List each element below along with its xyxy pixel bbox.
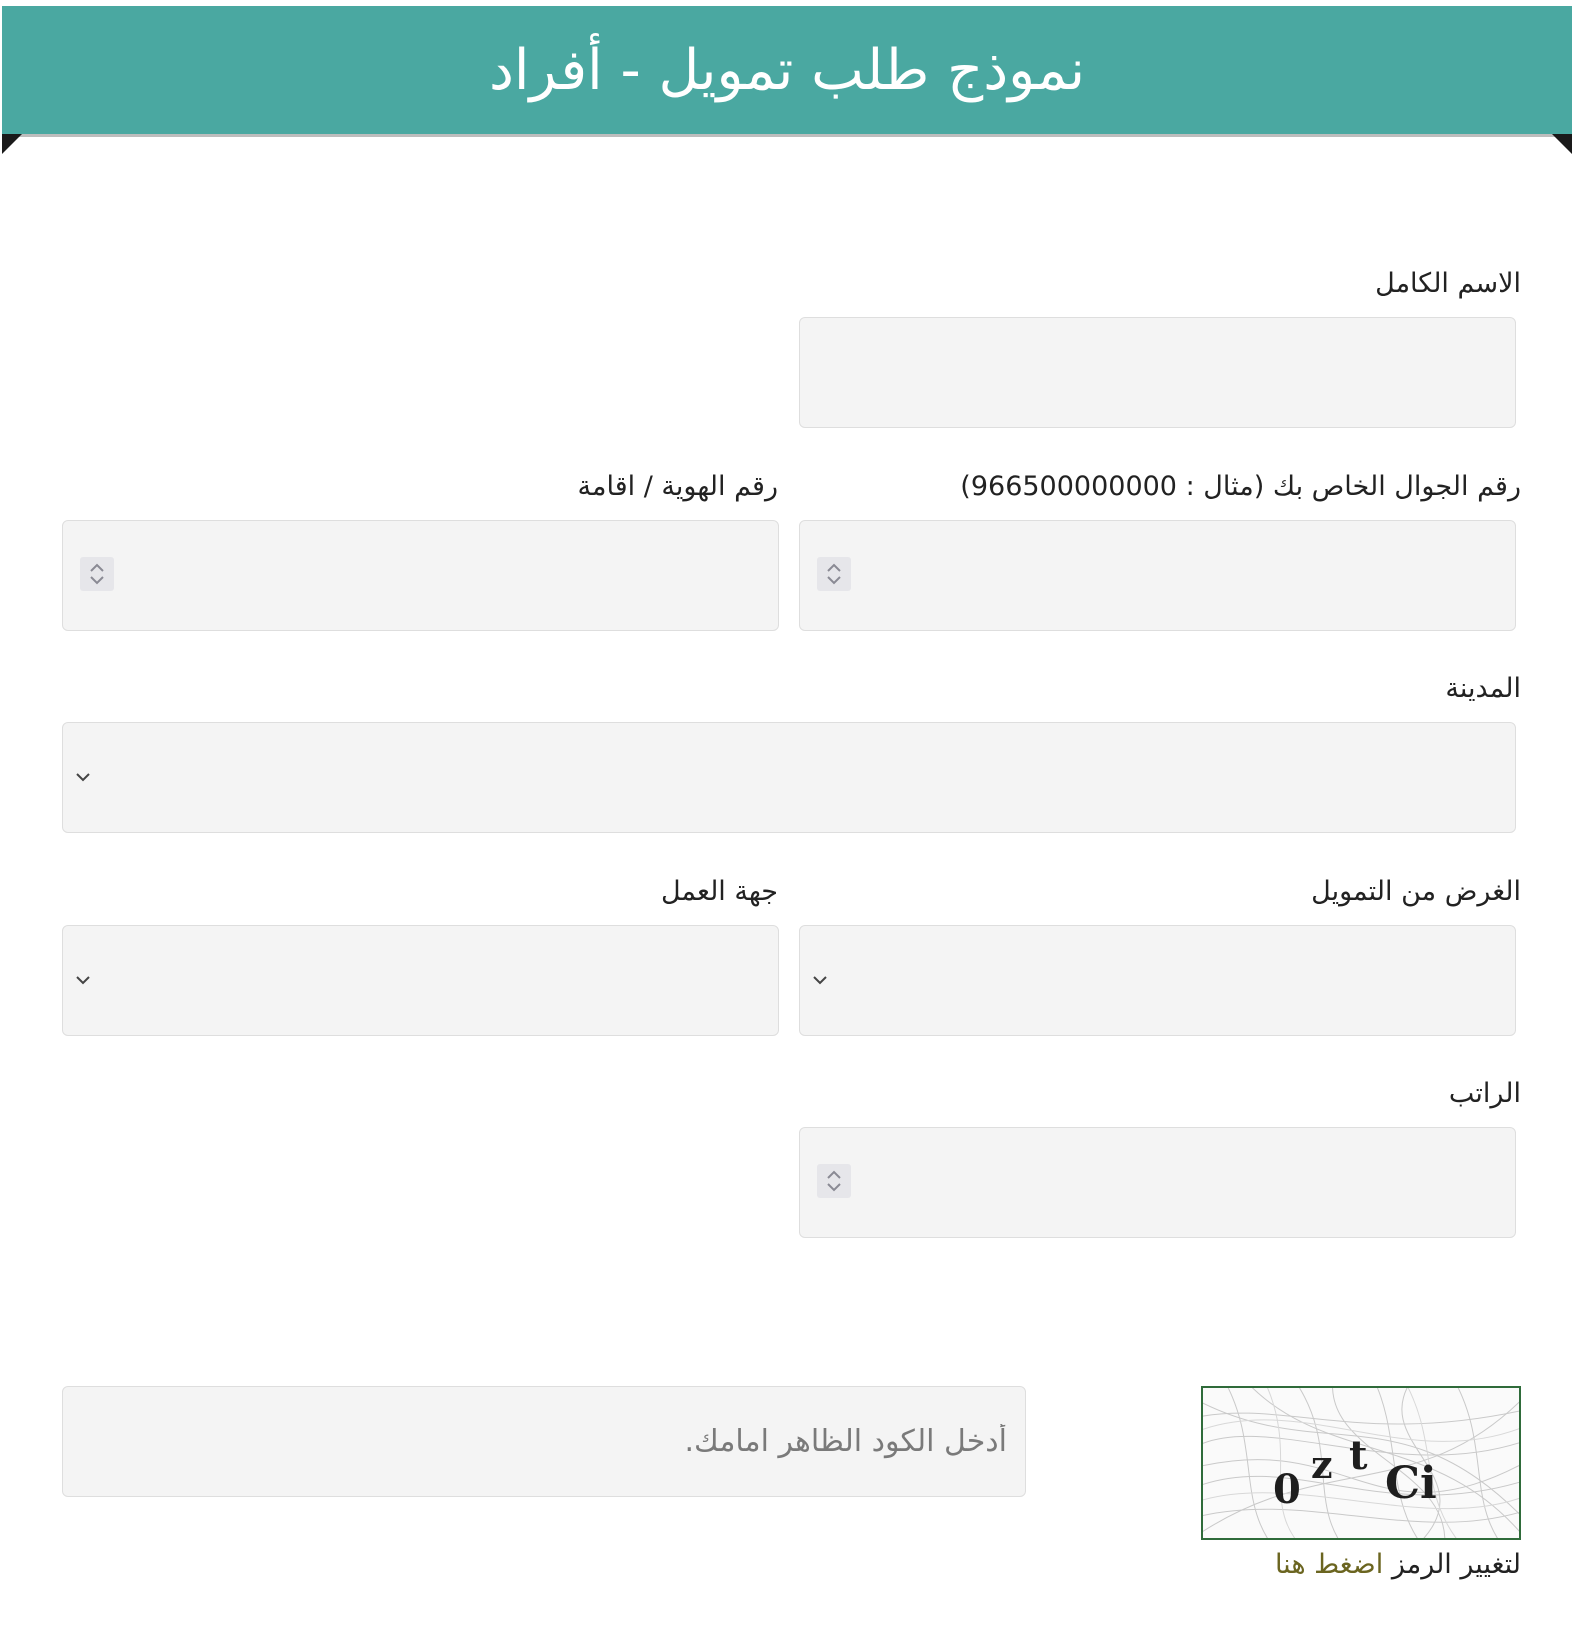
captcha-input[interactable]: [62, 1386, 1026, 1497]
employer-select[interactable]: [62, 925, 779, 1036]
captcha-refresh-link[interactable]: اضغط هنا: [1274, 1549, 1384, 1580]
full-name-field[interactable]: [799, 317, 1516, 428]
spinner-updown-icon[interactable]: [817, 557, 851, 591]
captcha-char: t: [1349, 1432, 1368, 1479]
captcha-char: 0: [1273, 1466, 1301, 1513]
page-title: نموذج طلب تمويل - أفراد: [488, 38, 1086, 103]
header-ribbon: [2, 6, 1572, 134]
city-select[interactable]: [62, 722, 1516, 833]
salary-field[interactable]: [799, 1127, 1516, 1238]
mobile-label: رقم الجوال الخاص بك (مثال : 966500000000): [960, 471, 1521, 502]
spinner-updown-icon[interactable]: [80, 557, 114, 591]
employer-label: جهة العمل: [660, 876, 778, 907]
captcha-char: z: [1311, 1442, 1333, 1487]
captcha-char: Ci: [1385, 1458, 1437, 1509]
spinner-updown-icon[interactable]: [817, 1164, 851, 1198]
full-name-label: الاسم الكامل: [1375, 268, 1521, 299]
chevron-down-icon: [71, 765, 95, 789]
ribbon-fold-left: [2, 134, 22, 154]
purpose-select[interactable]: [799, 925, 1516, 1036]
city-label: المدينة: [1445, 673, 1521, 704]
salary-label: الراتب: [1448, 1078, 1521, 1109]
captcha-refresh-text: لتغيير الرمز: [1391, 1549, 1521, 1580]
ribbon-fold-right: [1552, 134, 1572, 154]
captcha-image: [1201, 1386, 1521, 1540]
captcha-refresh-line: [1275, 1547, 1521, 1583]
chevron-down-icon: [71, 968, 95, 992]
purpose-label: الغرض من التمويل: [1311, 876, 1521, 907]
mobile-field[interactable]: [799, 520, 1516, 631]
national-id-field[interactable]: [62, 520, 779, 631]
chevron-down-icon: [808, 968, 832, 992]
national-id-label: رقم الهوية / اقامة: [577, 471, 778, 502]
